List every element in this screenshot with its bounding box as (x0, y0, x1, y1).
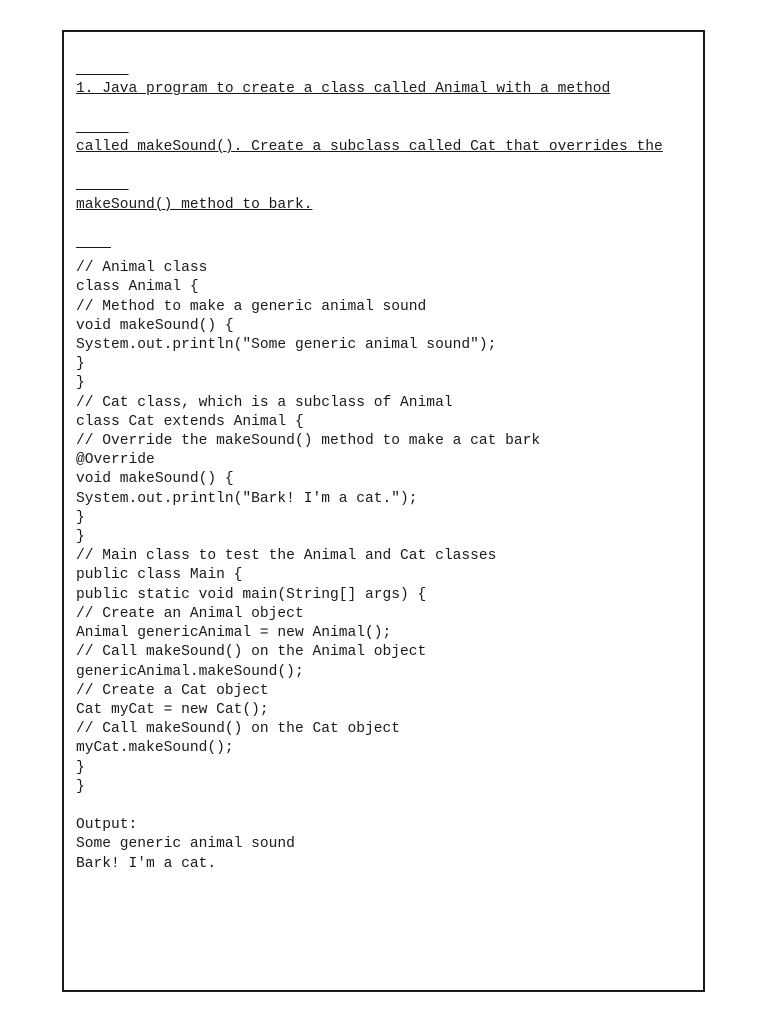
code-line: // Override the makeSound() method to make a cat bark (76, 433, 541, 450)
heading-line: 1. Java program to create a class called Animal with a method (76, 81, 611, 98)
code-line: } (76, 759, 85, 776)
output-line: Bark! I'm a cat. (76, 855, 217, 872)
code-line: @Override (76, 452, 155, 469)
code-line: // Create an Animal object (76, 605, 304, 622)
code-line: class Cat extends Animal { (76, 413, 304, 430)
document-content (76, 42, 691, 874)
question-heading (76, 42, 691, 253)
code-line: System.out.println("Some generic animal sound"); (76, 337, 497, 354)
code-line: class Animal { (76, 279, 199, 296)
heading-line: makeSound() method to bark. (76, 196, 313, 213)
code-line: System.out.println("Bark! I'm a cat."); (76, 490, 418, 507)
heading-line: called makeSound(). Create a subclass called Cat that overrides the (76, 139, 663, 156)
code-line: // Cat class, which is a subclass of Animal (76, 394, 453, 411)
code-line: void makeSound() { (76, 317, 234, 334)
code-line: public static void main(String[] args) { (76, 586, 427, 603)
code-line: } (76, 778, 85, 795)
output-label: Output: (76, 817, 138, 834)
code-line: Cat myCat = new Cat(); (76, 701, 269, 718)
output-line: Some generic animal sound (76, 836, 295, 853)
code-line: genericAnimal.makeSound(); (76, 663, 304, 680)
code-line: myCat.makeSound(); (76, 740, 234, 757)
code-line: // Call makeSound() on the Cat object (76, 721, 401, 738)
code-line: // Call makeSound() on the Animal object (76, 644, 427, 661)
page-frame (62, 30, 705, 992)
code-line: public class Main { (76, 567, 243, 584)
code-line: } (76, 356, 85, 373)
code-line: Animal genericAnimal = new Animal(); (76, 625, 392, 642)
code-line: // Main class to test the Animal and Cat classes (76, 548, 497, 565)
output-block (76, 816, 691, 874)
code-line: } (76, 529, 85, 546)
code-line: // Method to make a generic animal sound (76, 298, 427, 315)
code-line: void makeSound() { (76, 471, 234, 488)
code-line: // Animal class (76, 260, 208, 277)
code-line: } (76, 375, 85, 392)
code-block (76, 259, 691, 797)
code-line: // Create a Cat object (76, 682, 269, 699)
code-line: } (76, 509, 85, 526)
